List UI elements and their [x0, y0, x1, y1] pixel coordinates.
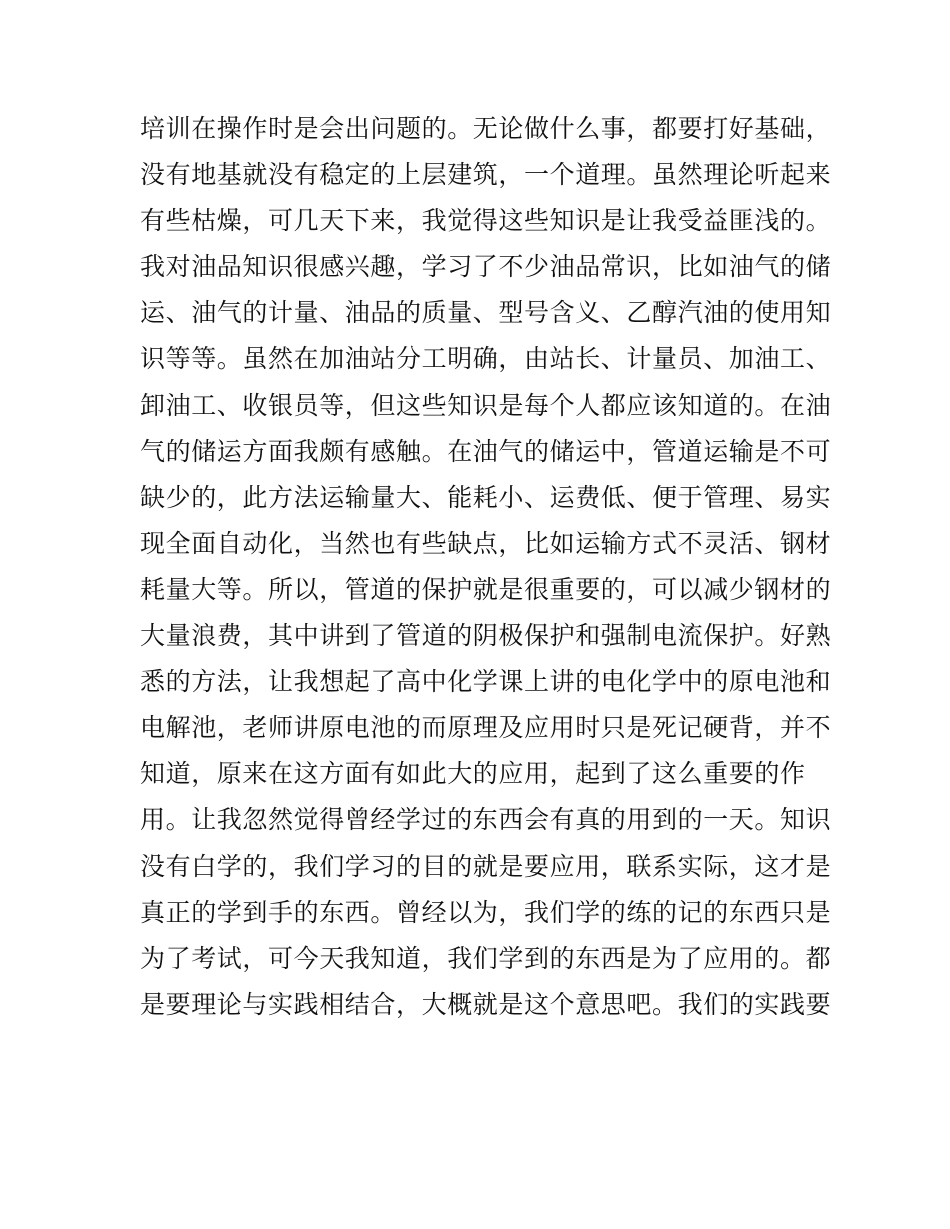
text-line-12: 大量浪费，其中讲到了管道的阴极保护和强制电流保护。好熟 [140, 621, 832, 651]
text-line-3: 有些枯燥，可几天下来，我觉得这些知识是让我受益匪浅的。 [140, 206, 832, 236]
text-line-13: 悉的方法，让我想起了高中化学课上讲的电化学中的原电池和 [140, 667, 832, 697]
text-line-2: 没有地基就没有稳定的上层建筑，一个道理。虽然理论听起来 [140, 160, 832, 190]
text-line-4: 我对油品知识很感兴趣，学习了不少油品常识，比如油气的储 [140, 252, 832, 282]
text-line-9: 缺少的，此方法运输量大、能耗小、运费低、便于管理、易实 [140, 482, 832, 512]
text-line-5: 运、油气的计量、油品的质量、型号含义、乙醇汽油的使用知 [140, 298, 832, 328]
text-line-18: 真正的学到手的东西。曾经以为，我们学的练的记的东西只是 [140, 897, 832, 927]
text-line-7: 卸油工、收银员等，但这些知识是每个人都应该知道的。在油 [140, 390, 832, 420]
text-line-10: 现全面自动化，当然也有些缺点，比如运输方式不灵活、钢材 [140, 528, 832, 558]
text-line-6: 识等等。虽然在加油站分工明确，由站长、计量员、加油工、 [140, 344, 832, 374]
text-line-17: 没有白学的，我们学习的目的就是要应用，联系实际，这才是 [140, 851, 832, 881]
body-text [140, 106, 832, 1028]
text-line-15: 知道，原来在这方面有如此大的应用，起到了这么重要的作 [140, 759, 806, 789]
text-line-14: 电解池，老师讲原电池的而原理及应用时只是死记硬背，并不 [140, 713, 832, 743]
text-line-20: 是要理论与实践相结合，大概就是这个意思吧。我们的实践要 [140, 989, 832, 1019]
text-line-16: 用。让我忽然觉得曾经学过的东西会有真的用到的一天。知识 [140, 805, 832, 835]
text-line-19: 为了考试，可今天我知道，我们学到的东西是为了应用的。都 [140, 943, 832, 973]
text-line-1: 培训在操作时是会出问题的。无论做什么事，都要打好基础， [140, 114, 832, 143]
text-line-8: 气的储运方面我颇有感触。在油气的储运中，管道运输是不可 [140, 436, 832, 466]
text-line-11: 耗量大等。所以，管道的保护就是很重要的，可以减少钢材的 [140, 574, 832, 604]
